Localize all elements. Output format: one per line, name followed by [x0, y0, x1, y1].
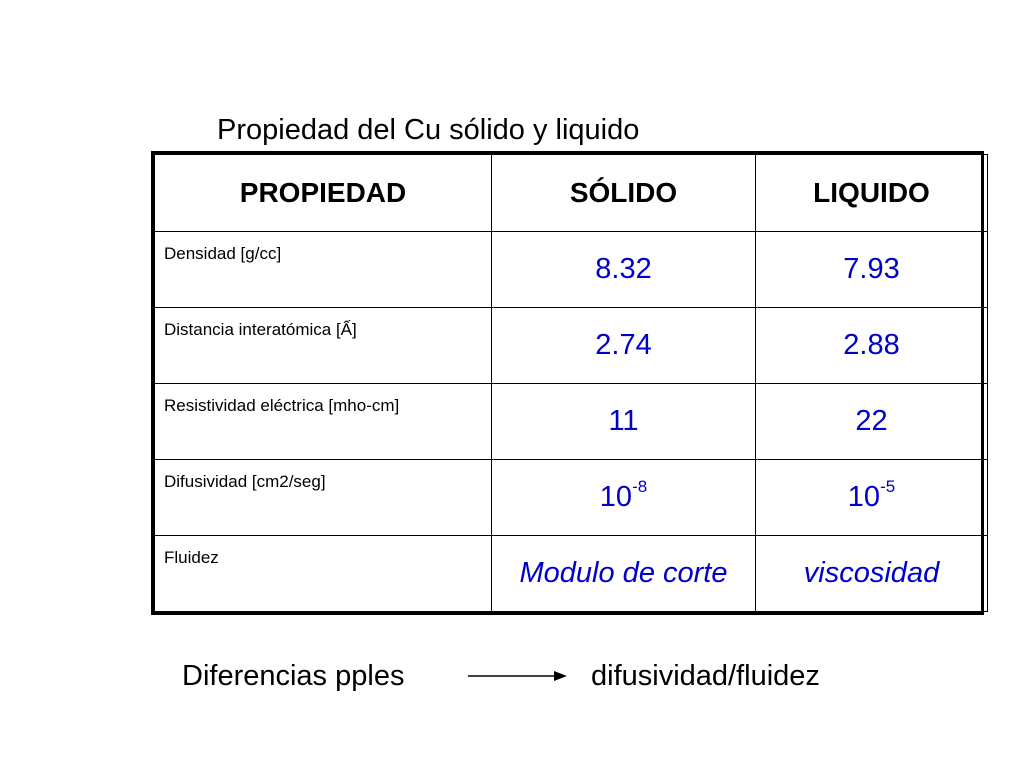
table-row	[155, 232, 988, 308]
arrow-right-icon	[468, 668, 568, 684]
table-row	[155, 384, 988, 460]
liquid-value: 7.93	[756, 232, 988, 308]
solid-value: 2.74	[492, 308, 756, 384]
table-row	[155, 536, 988, 612]
header-solid: SÓLIDO	[492, 155, 756, 232]
footer-left-text: Diferencias pples	[182, 660, 405, 692]
liquid-value: 22	[756, 384, 988, 460]
page-title: Propiedad del Cu sólido y liquido	[217, 114, 640, 146]
property-label: Difusividad [cm2/seg]	[155, 460, 492, 536]
solid-value: 8.32	[492, 232, 756, 308]
solid-value: Modulo de corte	[492, 536, 756, 612]
liquid-value-exponent: -5	[880, 477, 896, 496]
solid-value-exponent: -8	[632, 477, 648, 496]
solid-value	[492, 460, 756, 536]
liquid-value: 2.88	[756, 308, 988, 384]
header-property: PROPIEDAD	[155, 155, 492, 232]
header-liquid: LIQUIDO	[756, 155, 988, 232]
table-header-row	[155, 155, 988, 232]
solid-value-base: 10	[599, 481, 633, 513]
liquid-value: viscosidad	[756, 536, 988, 612]
property-label: Distancia interatómica [Ấ]	[155, 308, 492, 384]
property-label: Fluidez	[155, 536, 492, 612]
table-row	[155, 460, 988, 536]
footer-right-text: difusividad/fluidez	[591, 660, 820, 692]
liquid-value-base: 10	[847, 481, 881, 513]
liquid-value	[756, 460, 988, 536]
properties-table	[151, 151, 984, 615]
property-label: Resistividad eléctrica [mho-cm]	[155, 384, 492, 460]
table-row	[155, 308, 988, 384]
property-label: Densidad [g/cc]	[155, 232, 492, 308]
solid-value: 11	[492, 384, 756, 460]
